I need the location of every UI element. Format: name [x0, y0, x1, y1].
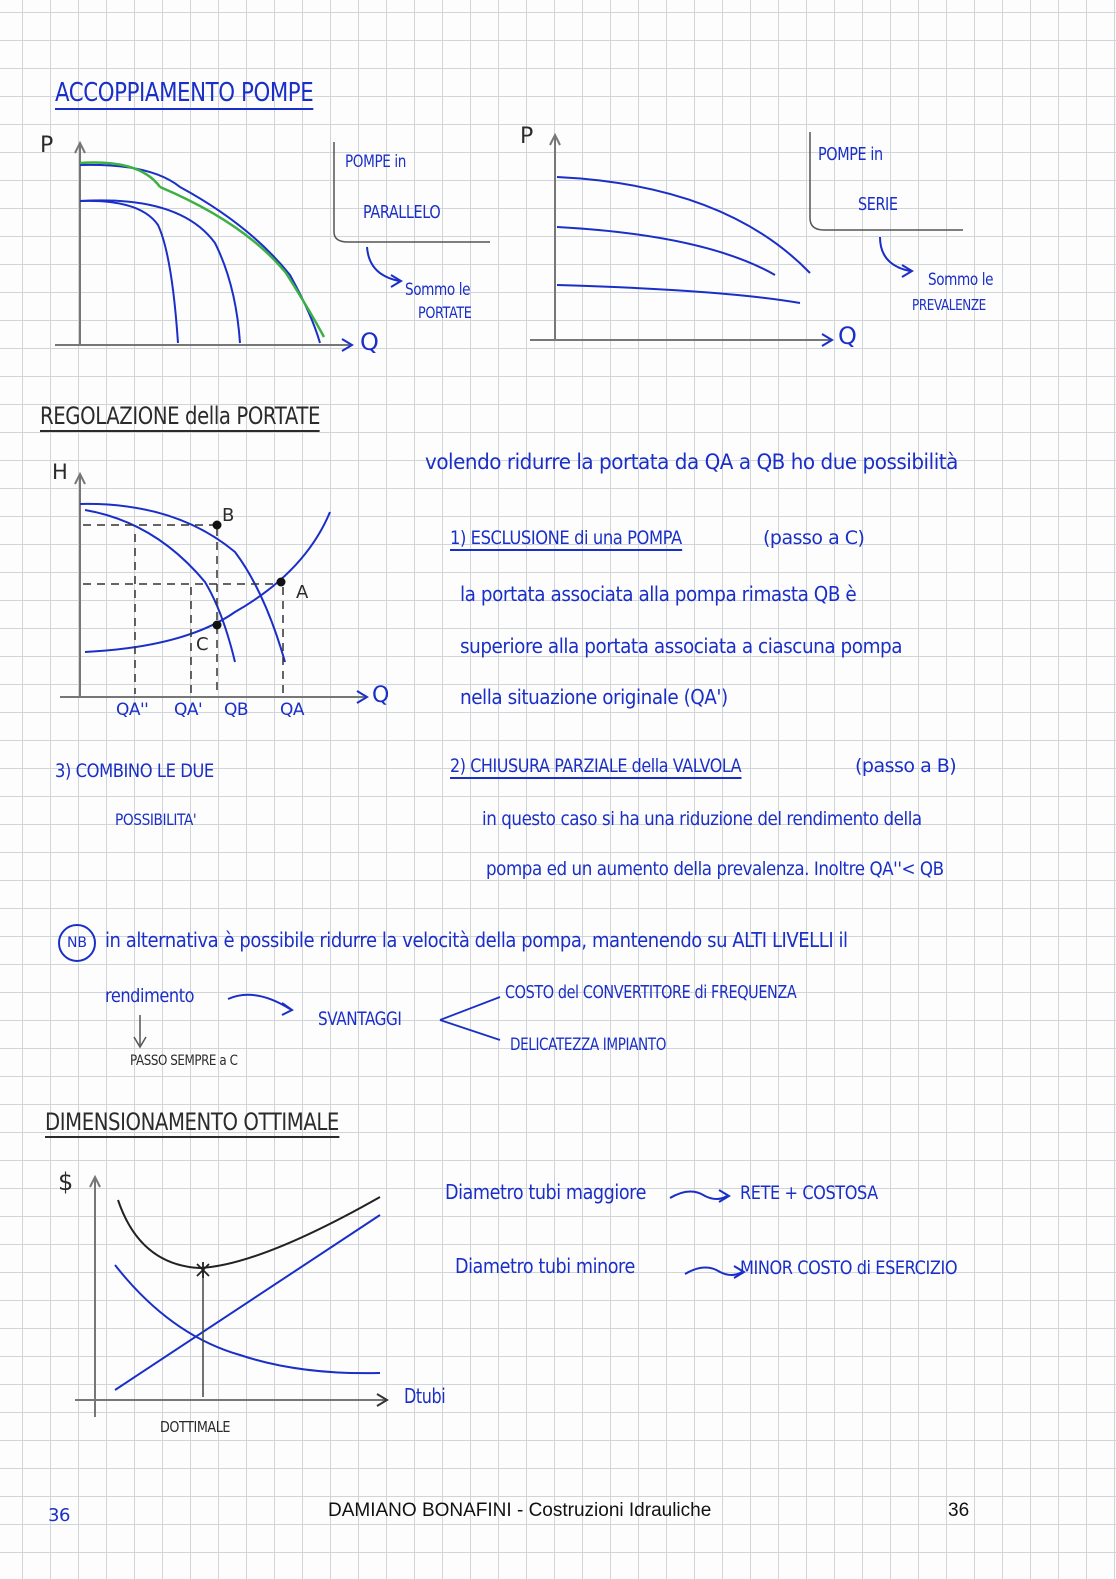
pump-curve-a: [557, 285, 800, 303]
left-note-line2: PARALLELO: [363, 202, 441, 223]
point-b-marker: [213, 521, 222, 530]
dim-line2-result: MINOR COSTO di ESERCIZIO: [740, 1257, 958, 1279]
nb-branch2: DELICATEZZA IMPIANTO: [510, 1035, 667, 1055]
section3-title: DIMENSIONAMENTO OTTIMALE: [45, 1108, 339, 1136]
nb-branch1: COSTO del CONVERTITORE di FREQUENZA: [505, 982, 797, 1003]
footer-separator: -: [511, 1500, 529, 1521]
point-c-marker: [213, 621, 222, 630]
footer-author: DAMIANO BONAFINI: [328, 1500, 512, 1521]
dim-line1-result: RETE + COSTOSA: [740, 1182, 878, 1204]
item1-line1: la portata associata alla pompa rimasta QB è: [460, 582, 857, 606]
x-tick-qb: QB: [224, 700, 249, 720]
left-y-label: P: [40, 133, 53, 158]
footer-page-number: 36: [948, 1500, 970, 1521]
total-cost-curve: [118, 1197, 380, 1268]
pump-curve-single: [85, 510, 235, 662]
x-tick-qa2: QA'': [116, 700, 149, 720]
item1-note: (passo a C): [763, 527, 865, 549]
reg-intro: volendo ridurre la portata da QA a QB ho due possibilità: [425, 450, 958, 474]
dim-arrow1: [665, 1180, 735, 1210]
series-curve: [557, 177, 810, 273]
reg-y-label: H: [52, 460, 68, 484]
optimal-sizing-chart: [60, 1165, 400, 1435]
left-note-line1: POMPE in: [345, 152, 406, 172]
left-arrow-note-line2: PORTATE: [418, 303, 472, 322]
footer-course: Costruzioni Idrauliche: [528, 1500, 712, 1521]
dim-x-label: Dtubi: [404, 1384, 446, 1408]
dim-y-label: $: [58, 1168, 73, 1196]
nb-passo: PASSO SEMPRE a C: [130, 1053, 238, 1069]
left-arrow-note-line1: Sommo le: [405, 280, 471, 300]
item1-line2: superiore alla portata associata a ciascuna pompa: [460, 634, 903, 658]
right-note-line1: POMPE in: [818, 144, 883, 165]
section2-title: REGOLAZIONE della PORTATE: [40, 402, 321, 430]
point-b-label: B: [222, 505, 234, 526]
item2-title: 2) CHIUSURA PARZIALE della VALVOLA: [450, 755, 742, 777]
dim-x-mark: DOTTIMALE: [160, 1418, 231, 1436]
nb-line1: in alternativa è possibile ridurre la velocità della pompa, mantenendo su ALTI LIVELLI il: [105, 928, 848, 952]
item2-note: (passo a B): [855, 755, 957, 777]
network-cost-line: [115, 1215, 380, 1390]
dim-line2: Diametro tubi minore: [455, 1254, 635, 1278]
nb-svantaggi: SVANTAGGI: [318, 1008, 402, 1030]
reg-x-label: Q: [372, 683, 389, 708]
section1-title: ACCOPPIAMENTO POMPE: [55, 78, 314, 108]
point-c-label: C: [196, 634, 209, 655]
parallel-curve-highlight: [80, 163, 324, 338]
parallel-curve: [80, 165, 320, 343]
item1-line3: nella situazione originale (QA'): [460, 685, 728, 709]
x-tick-qa: QA: [280, 700, 305, 720]
right-note-line2: SERIE: [858, 194, 898, 215]
footer-credit: [328, 1500, 711, 1522]
item3-line1: 3) COMBINO LE DUE: [55, 760, 214, 782]
item3-line2: POSSIBILITA': [115, 810, 197, 829]
dim-line1: Diametro tubi maggiore: [445, 1180, 646, 1204]
x-tick-qa1: QA': [174, 700, 203, 720]
footer-corner-mark: 36: [48, 1505, 70, 1526]
pump-curve-parallel: [80, 504, 285, 662]
item2-line1: in questo caso si ha una riduzione del rendimento della: [482, 808, 922, 830]
nb-rendimento: rendimento: [105, 985, 195, 1007]
pump-curve-2: [80, 200, 240, 343]
regulation-chart: [45, 462, 390, 732]
item2-line2: pompa ed un aumento della prevalenza. Inoltre QA''< QB: [486, 858, 944, 880]
right-arrow-note-line1: Sommo le: [928, 270, 994, 290]
nb-badge: NB: [58, 924, 96, 962]
right-x-label: Q: [838, 322, 857, 350]
operating-cost-curve: [115, 1265, 380, 1373]
item1-title: 1) ESCLUSIONE di una POMPA: [450, 527, 682, 549]
minimum-marker: [197, 1262, 209, 1278]
right-arrow-note-line2: PREVALENZE: [912, 296, 986, 314]
point-a-marker: [277, 578, 286, 587]
point-a-label: A: [296, 582, 308, 603]
single-pump-curve: [80, 201, 178, 343]
pump-curve-b: [557, 227, 775, 275]
left-x-label: Q: [360, 328, 379, 356]
right-note-arrow: [868, 235, 928, 285]
right-y-label: P: [520, 124, 533, 149]
